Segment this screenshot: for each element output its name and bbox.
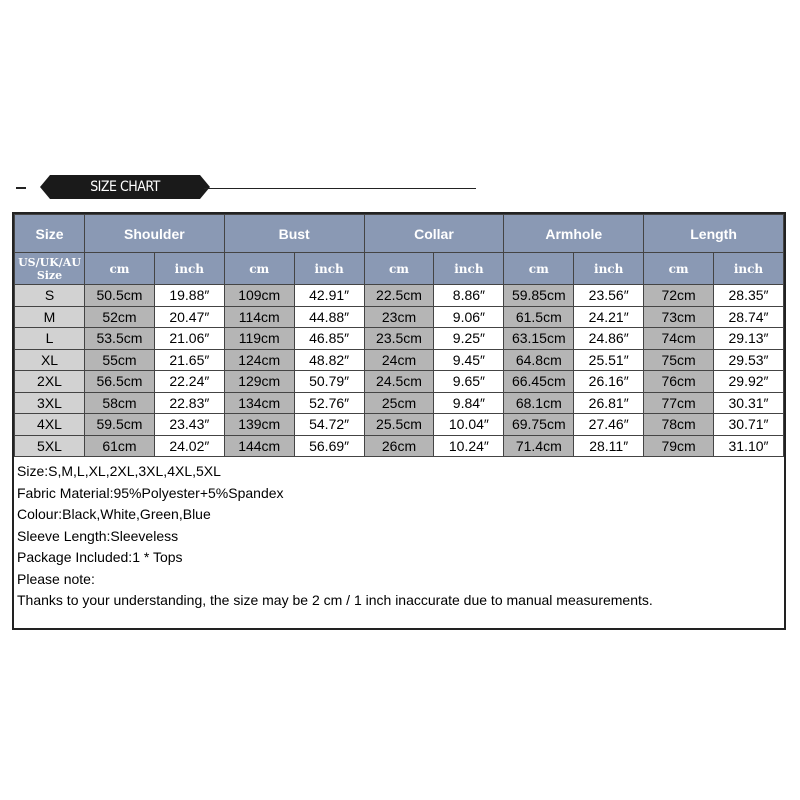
cm-value-cell: 25.5cm — [364, 414, 434, 436]
size-cell: 4XL — [15, 414, 85, 436]
table-row — [15, 328, 784, 350]
inch-value-cell: 8.86″ — [434, 285, 504, 307]
cm-value-cell: 50.5cm — [85, 285, 155, 307]
inch-value-cell: 27.46″ — [574, 414, 644, 436]
banner-title: SIZE CHART — [90, 179, 160, 195]
inch-value-cell: 21.06″ — [154, 328, 224, 350]
cm-value-cell: 22.5cm — [364, 285, 434, 307]
inch-value-cell: 10.24″ — [434, 435, 504, 457]
inch-value-cell: 24.02″ — [154, 435, 224, 457]
cm-value-cell: 59.85cm — [504, 285, 574, 307]
cm-value-cell: 63.15cm — [504, 328, 574, 350]
inch-value-cell: 28.74″ — [714, 306, 784, 328]
inch-value-cell: 9.06″ — [434, 306, 504, 328]
cm-value-cell: 119cm — [224, 328, 294, 350]
measure-header: Shoulder — [85, 215, 225, 253]
measure-header: Bust — [224, 215, 364, 253]
size-cell: S — [15, 285, 85, 307]
unit-cm: cm — [644, 253, 714, 285]
unit-cm: cm — [504, 253, 574, 285]
table-row — [15, 414, 784, 436]
unit-inch: inch — [294, 253, 364, 285]
size-table-body — [15, 285, 784, 457]
inch-value-cell: 24.86″ — [574, 328, 644, 350]
banner-dash — [16, 187, 26, 189]
note-line: Fabric Material:95%Polyester+5%Spandex — [17, 484, 284, 501]
inch-value-cell: 44.88″ — [294, 306, 364, 328]
cm-value-cell: 25cm — [364, 392, 434, 414]
inch-value-cell: 20.47″ — [154, 306, 224, 328]
size-cell: XL — [15, 349, 85, 371]
cm-value-cell: 24.5cm — [364, 371, 434, 393]
inch-value-cell: 29.53″ — [714, 349, 784, 371]
inch-value-cell: 9.84″ — [434, 392, 504, 414]
cm-value-cell: 58cm — [85, 392, 155, 414]
cm-value-cell: 76cm — [644, 371, 714, 393]
inch-value-cell: 48.82″ — [294, 349, 364, 371]
unit-inch: inch — [714, 253, 784, 285]
inch-value-cell: 28.11″ — [574, 435, 644, 457]
inch-value-cell: 9.25″ — [434, 328, 504, 350]
cm-value-cell: 52cm — [85, 306, 155, 328]
inch-value-cell: 23.43″ — [154, 414, 224, 436]
banner-rule — [204, 188, 476, 189]
cm-value-cell: 75cm — [644, 349, 714, 371]
unit-inch: inch — [154, 253, 224, 285]
unit-inch: inch — [434, 253, 504, 285]
inch-value-cell: 23.56″ — [574, 285, 644, 307]
inch-value-cell: 22.83″ — [154, 392, 224, 414]
cm-value-cell: 61cm — [85, 435, 155, 457]
note-line: Size:S,M,L,XL,2XL,3XL,4XL,5XL — [17, 463, 221, 479]
cm-value-cell: 53.5cm — [85, 328, 155, 350]
size-table — [14, 214, 784, 457]
table-row — [15, 306, 784, 328]
inch-value-cell: 29.92″ — [714, 371, 784, 393]
inch-value-cell: 50.79″ — [294, 371, 364, 393]
inch-value-cell: 25.51″ — [574, 349, 644, 371]
table-row — [15, 435, 784, 457]
inch-value-cell: 31.10″ — [714, 435, 784, 457]
size-cell: 5XL — [15, 435, 85, 457]
cm-value-cell: 134cm — [224, 392, 294, 414]
inch-value-cell: 9.65″ — [434, 371, 504, 393]
cm-value-cell: 73cm — [644, 306, 714, 328]
cm-value-cell: 77cm — [644, 392, 714, 414]
cm-value-cell: 144cm — [224, 435, 294, 457]
cm-value-cell: 56.5cm — [85, 371, 155, 393]
cm-value-cell: 71.4cm — [504, 435, 574, 457]
cm-value-cell: 68.1cm — [504, 392, 574, 414]
inch-value-cell: 52.76″ — [294, 392, 364, 414]
inch-value-cell: 10.04″ — [434, 414, 504, 436]
size-cell: 3XL — [15, 392, 85, 414]
inch-value-cell: 56.69″ — [294, 435, 364, 457]
cm-value-cell: 109cm — [224, 285, 294, 307]
cm-value-cell: 64.8cm — [504, 349, 574, 371]
inch-value-cell: 46.85″ — [294, 328, 364, 350]
inch-value-cell: 26.81″ — [574, 392, 644, 414]
inch-value-cell: 42.91″ — [294, 285, 364, 307]
inch-value-cell: 9.45″ — [434, 349, 504, 371]
cm-value-cell: 78cm — [644, 414, 714, 436]
cm-value-cell: 24cm — [364, 349, 434, 371]
size-cell: L — [15, 328, 85, 350]
size-cell: 2XL — [15, 371, 85, 393]
inch-value-cell: 28.35″ — [714, 285, 784, 307]
inch-value-cell: 22.24″ — [154, 371, 224, 393]
size-chart-banner — [14, 172, 476, 202]
inch-value-cell: 30.31″ — [714, 392, 784, 414]
inch-value-cell: 21.65″ — [154, 349, 224, 371]
cm-value-cell: 72cm — [644, 285, 714, 307]
note-line: Sleeve Length:Sleeveless — [17, 527, 179, 544]
note-line: Package Included:1 * Tops — [17, 549, 183, 565]
cm-value-cell: 129cm — [224, 371, 294, 393]
inch-value-cell: 24.21″ — [574, 306, 644, 328]
table-row — [15, 285, 784, 307]
cm-value-cell: 69.75cm — [504, 414, 574, 436]
region-size-header: US/UK/AU Size — [15, 253, 85, 285]
unit-inch: inch — [574, 253, 644, 285]
product-notes — [14, 457, 784, 612]
unit-cm: cm — [224, 253, 294, 285]
banner-ribbon — [50, 175, 200, 199]
note-line: Please note: — [17, 570, 95, 587]
size-chart — [12, 212, 786, 630]
table-row — [15, 371, 784, 393]
cm-value-cell: 26cm — [364, 435, 434, 457]
table-row — [15, 392, 784, 414]
cm-value-cell: 55cm — [85, 349, 155, 371]
unit-cm: cm — [364, 253, 434, 285]
size-cell: M — [15, 306, 85, 328]
note-line: Colour:Black,White,Green,Blue — [17, 506, 211, 522]
unit-cm: cm — [85, 253, 155, 285]
inch-value-cell: 26.16″ — [574, 371, 644, 393]
cm-value-cell: 79cm — [644, 435, 714, 457]
cm-value-cell: 59.5cm — [85, 414, 155, 436]
cm-value-cell: 114cm — [224, 306, 294, 328]
note-line: Thanks to your understanding, the size may be 2 cm / 1 inch inaccurate due to manual measurements. — [17, 592, 653, 608]
cm-value-cell: 66.45cm — [504, 371, 574, 393]
table-row — [15, 349, 784, 371]
inch-value-cell: 29.13″ — [714, 328, 784, 350]
cm-value-cell: 61.5cm — [504, 306, 574, 328]
inch-value-cell: 19.88″ — [154, 285, 224, 307]
table-header-row — [15, 215, 784, 253]
size-header: Size — [15, 215, 85, 253]
inch-value-cell: 54.72″ — [294, 414, 364, 436]
cm-value-cell: 124cm — [224, 349, 294, 371]
measure-header: Armhole — [504, 215, 644, 253]
cm-value-cell: 139cm — [224, 414, 294, 436]
cm-value-cell: 23.5cm — [364, 328, 434, 350]
unit-header-row — [15, 253, 784, 285]
inch-value-cell: 30.71″ — [714, 414, 784, 436]
measure-header: Length — [644, 215, 784, 253]
measure-header: Collar — [364, 215, 504, 253]
cm-value-cell: 74cm — [644, 328, 714, 350]
cm-value-cell: 23cm — [364, 306, 434, 328]
